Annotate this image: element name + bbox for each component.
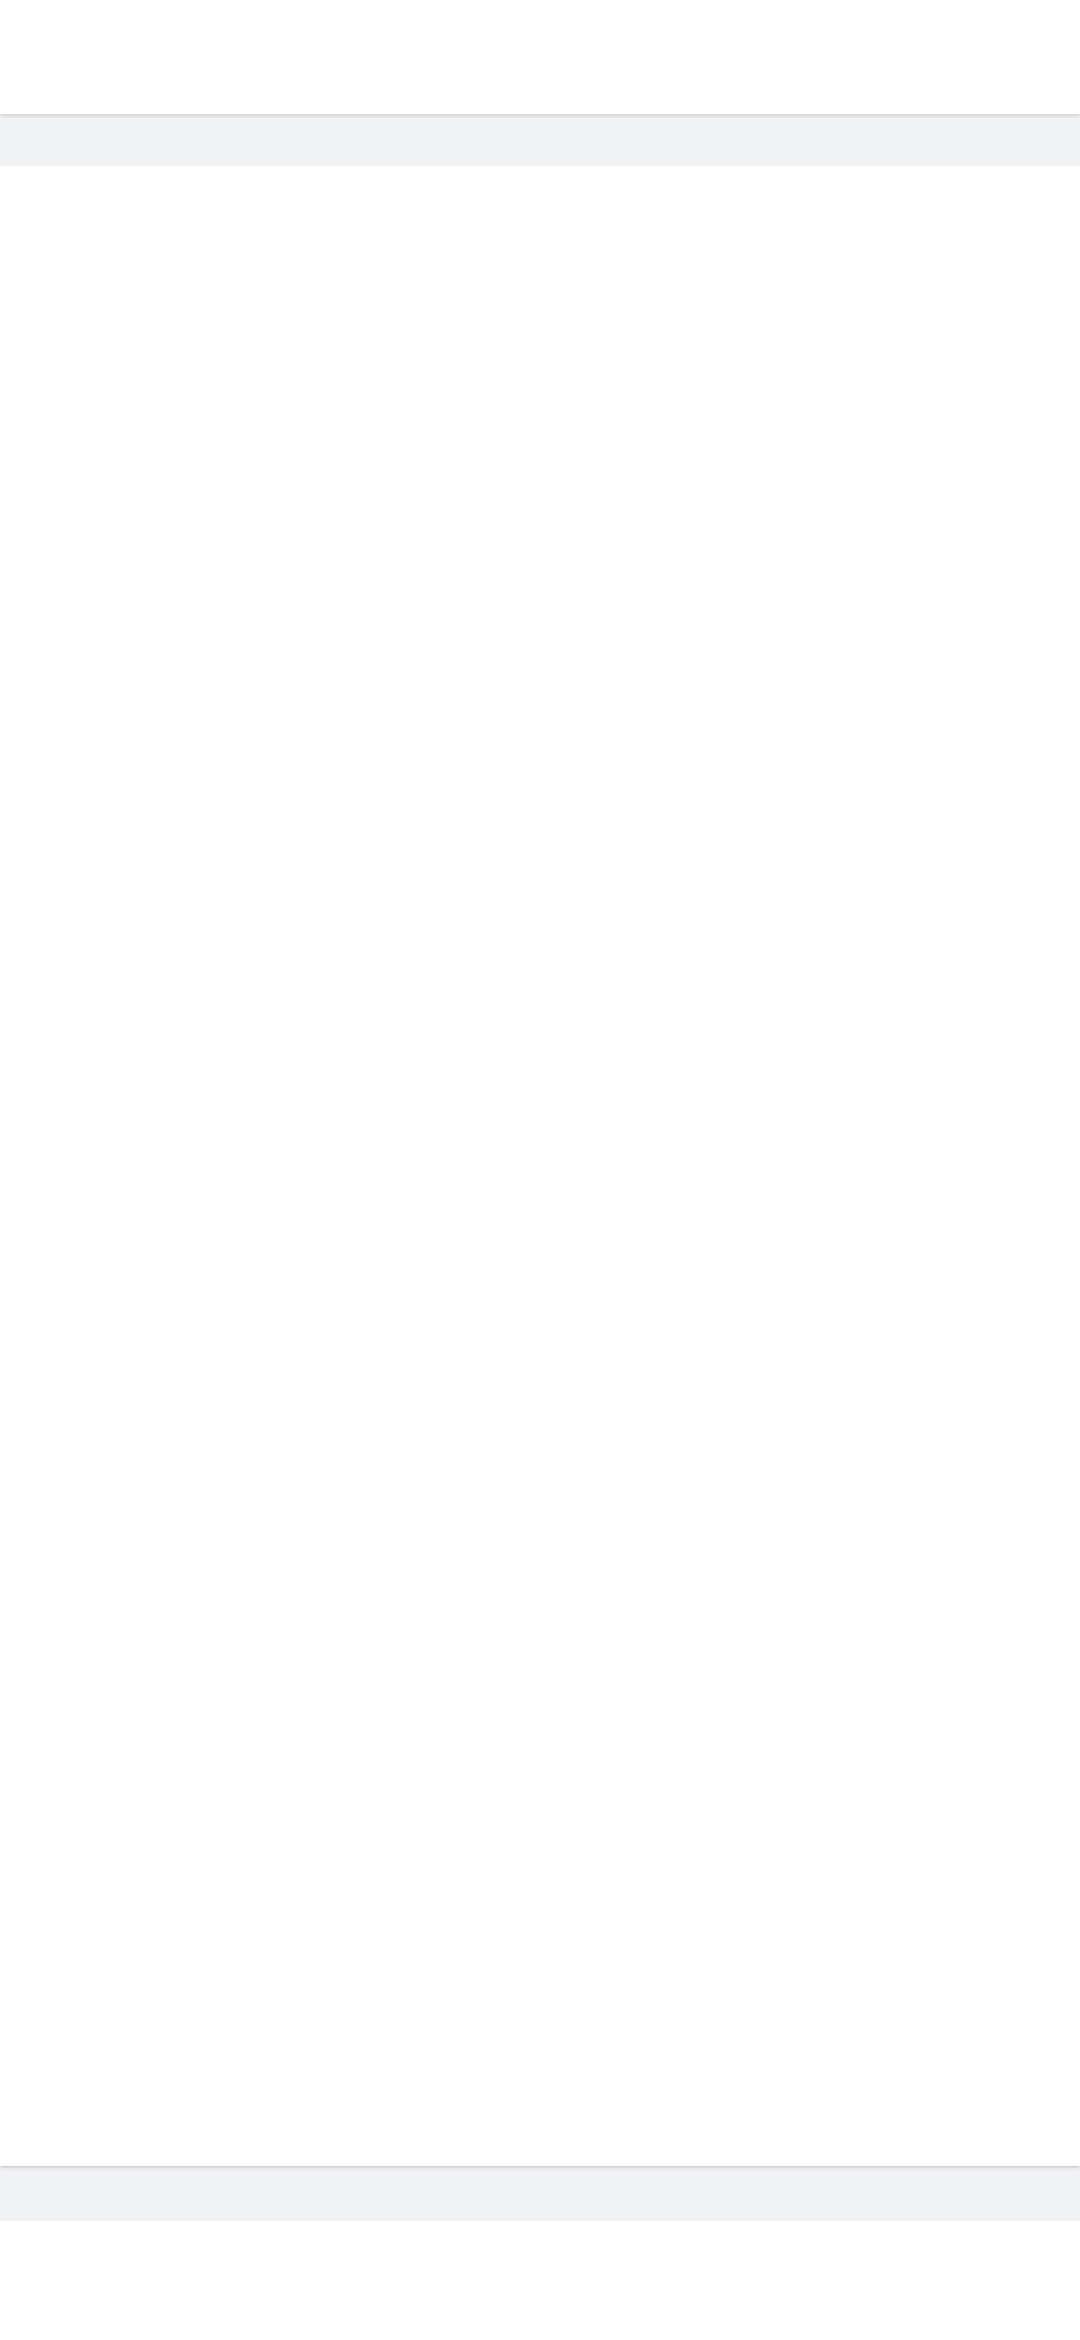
document-page[interactable]	[0, 166, 1080, 2166]
previous-page	[0, 0, 1080, 114]
next-page-area	[0, 2221, 1080, 2340]
page-gap-bottom	[0, 2169, 1080, 2221]
page-gap-top	[0, 116, 1080, 166]
